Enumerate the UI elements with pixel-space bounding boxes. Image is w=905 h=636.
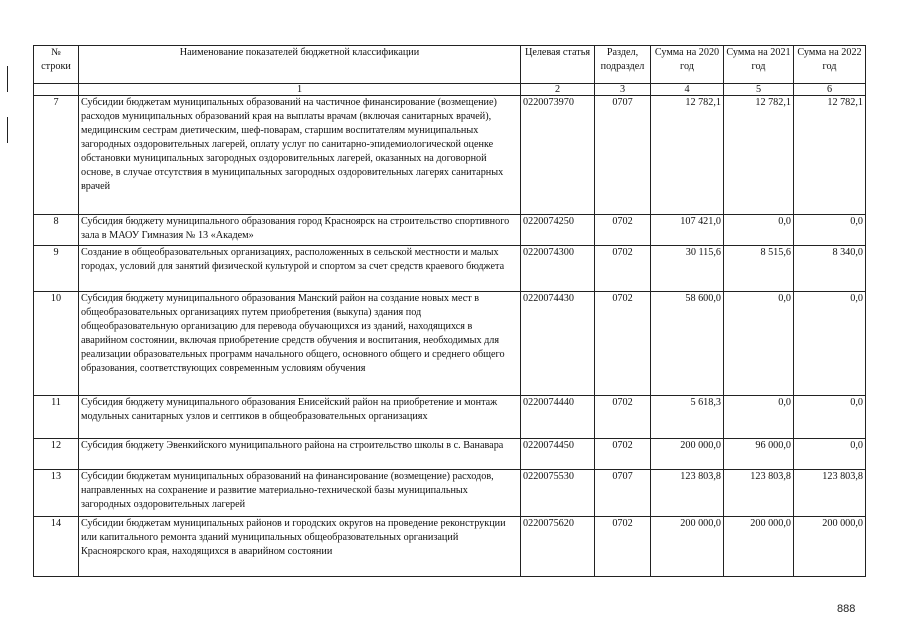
sum-2021: 12 782,1	[724, 96, 794, 215]
column-number-row	[34, 84, 866, 96]
indicator-name: Субсидия бюджету муниципального образования Енисейский район на приобретение и монтаж модульных санитарных узлов и септиков в общеобразовательных организациях	[79, 396, 521, 439]
target-item-code: 0220075530	[521, 470, 595, 517]
target-item-code: 0220075620	[521, 517, 595, 577]
header-sum-2022: Сумма на 2022 год	[794, 46, 866, 84]
section-code: 0707	[595, 470, 651, 517]
sum-2021: 0,0	[724, 215, 794, 246]
header-target-item: Целевая статья	[521, 46, 595, 84]
sum-2021: 123 803,8	[724, 470, 794, 517]
sum-2022: 12 782,1	[794, 96, 866, 215]
column-number-1: 1	[79, 84, 521, 96]
section-code: 0702	[595, 439, 651, 470]
indicator-name: Создание в общеобразовательных организациях, расположенных в сельской местности и малых городах, условий для занятий физической культурой и спортом за счет средств краевого бюджета	[79, 246, 521, 292]
sum-2022: 123 803,8	[794, 470, 866, 517]
indicator-name: Субсидия бюджету муниципального образования Манский район на создание новых мест в общеобразовательных организациях путем приобретения (выкупа) здания под общеобразовательную организацию для перевода обучающихся из зданий, находящихся в аварийном состоянии, включая приобретение средств обучения и воспитания, необходимых для реализации образовательных программ начального общего, основного общего и среднего общего образования, соответствующих современным условиям обучения	[79, 292, 521, 396]
header-sum-2021: Сумма на 2021 год	[724, 46, 794, 84]
indicator-name: Субсидия бюджету Эвенкийского муниципального района на строительство школы в с. Ванавара	[79, 439, 521, 470]
table-row	[34, 517, 866, 577]
sum-2021: 0,0	[724, 292, 794, 396]
target-item-code: 0220073970	[521, 96, 595, 215]
sum-2022: 200 000,0	[794, 517, 866, 577]
page-number: 888	[837, 603, 856, 615]
indicator-name: Субсидии бюджетам муниципальных образований на финансирование (возмещение) расходов, направленных на сохранение и развитие материально-технической базы муниципальных загородных оздоровительных лагерей	[79, 470, 521, 517]
binding-mark-top	[7, 66, 8, 92]
column-number-3: 3	[595, 84, 651, 96]
column-number-2: 2	[521, 84, 595, 96]
column-number-0	[34, 84, 79, 96]
sum-2020: 12 782,1	[651, 96, 724, 215]
row-number: 14	[34, 517, 79, 577]
indicator-name: Субсидии бюджетам муниципальных районов и городских округов на проведение реконструкции или капитального ремонта зданий муниципальных общеобразовательных организаций Красноярского края, находящихся в аварийном состоянии	[79, 517, 521, 577]
section-code: 0702	[595, 396, 651, 439]
header-row	[34, 46, 866, 84]
header-section: Раздел, подраздел	[595, 46, 651, 84]
column-number-5: 5	[724, 84, 794, 96]
sum-2021: 8 515,6	[724, 246, 794, 292]
row-number: 8	[34, 215, 79, 246]
column-number-4: 4	[651, 84, 724, 96]
target-item-code: 0220074300	[521, 246, 595, 292]
budget-table	[33, 45, 866, 577]
table-row	[34, 96, 866, 215]
section-code: 0702	[595, 292, 651, 396]
sum-2020: 30 115,6	[651, 246, 724, 292]
row-number: 11	[34, 396, 79, 439]
section-code: 0707	[595, 96, 651, 215]
sum-2020: 200 000,0	[651, 517, 724, 577]
sum-2020: 200 000,0	[651, 439, 724, 470]
sum-2020: 5 618,3	[651, 396, 724, 439]
sum-2022: 0,0	[794, 396, 866, 439]
table-row	[34, 215, 866, 246]
target-item-code: 0220074250	[521, 215, 595, 246]
row-number: 13	[34, 470, 79, 517]
sum-2020: 123 803,8	[651, 470, 724, 517]
table-row	[34, 396, 866, 439]
sum-2021: 0,0	[724, 396, 794, 439]
sum-2022: 0,0	[794, 215, 866, 246]
section-code: 0702	[595, 517, 651, 577]
section-code: 0702	[595, 246, 651, 292]
target-item-code: 0220074450	[521, 439, 595, 470]
indicator-name: Субсидии бюджетам муниципальных образований на частичное финансирование (возмещение) расходов муниципальных образований края на выплаты врачам (включая санитарных врачей), медицинским сестрам диетическим, шеф-поварам, старшим воспитателям муниципальных загородных оздоровительных лагерей, оплату услуг по санитарно-эпидемиологической оценке обстановки муниципальных загородных оздоровительных лагерей, оказанных на договорной основе, в случае отсутствия в муниципальных загородных оздоровительных лагерях санитарных врачей	[79, 96, 521, 215]
sum-2020: 107 421,0	[651, 215, 724, 246]
row-number: 7	[34, 96, 79, 215]
row-number: 10	[34, 292, 79, 396]
section-code: 0702	[595, 215, 651, 246]
target-item-code: 0220074440	[521, 396, 595, 439]
table-row	[34, 246, 866, 292]
target-item-code: 0220074430	[521, 292, 595, 396]
sum-2020: 58 600,0	[651, 292, 724, 396]
header-row-number: № строки	[34, 46, 79, 84]
header-indicator-name: Наименование показателей бюджетной классификации	[79, 46, 521, 84]
header-sum-2020: Сумма на 2020 год	[651, 46, 724, 84]
row-number: 9	[34, 246, 79, 292]
sum-2022: 0,0	[794, 292, 866, 396]
column-number-6: 6	[794, 84, 866, 96]
sum-2021: 96 000,0	[724, 439, 794, 470]
table-row	[34, 470, 866, 517]
sum-2022: 0,0	[794, 439, 866, 470]
sum-2022: 8 340,0	[794, 246, 866, 292]
binding-mark-bottom	[7, 117, 8, 143]
indicator-name: Субсидия бюджету муниципального образования город Красноярск на строительство спортивного зала в МАОУ Гимназия № 13 «Академ»	[79, 215, 521, 246]
sum-2021: 200 000,0	[724, 517, 794, 577]
row-number: 12	[34, 439, 79, 470]
table-row	[34, 439, 866, 470]
table-row	[34, 292, 866, 396]
